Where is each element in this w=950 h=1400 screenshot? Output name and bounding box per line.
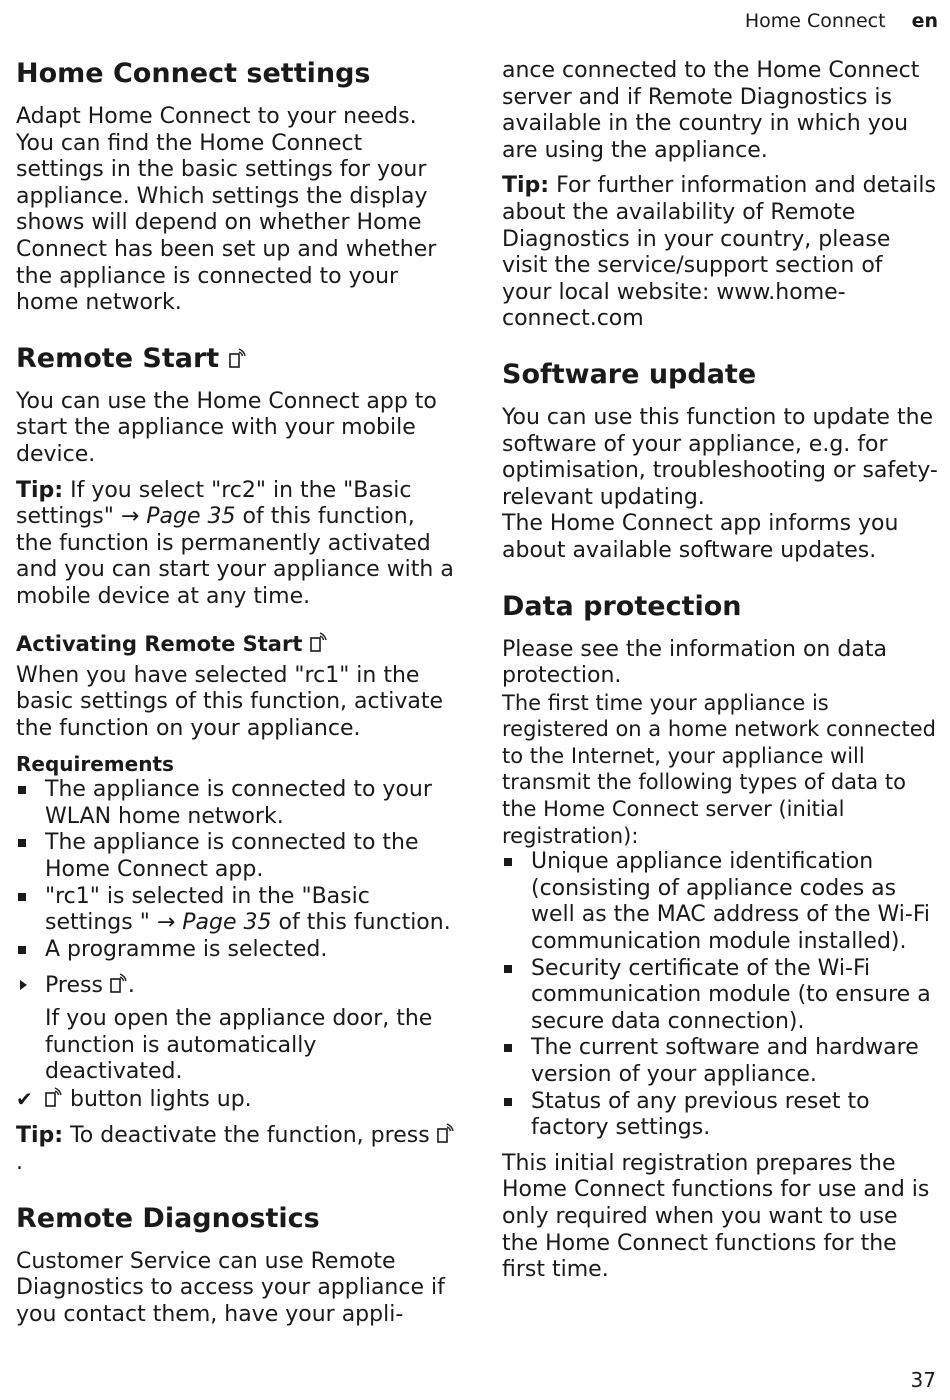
list-item-text: The current software and hardware version of your appliance. [531,1035,919,1087]
remote-start-heading [16,343,456,375]
activating-heading-text: Activating Remote Start [16,631,303,656]
list-item [16,777,456,830]
data-types-list [502,849,938,1142]
step-result [16,1086,456,1114]
page-reference-link[interactable]: Page 35 [175,910,272,936]
bullet-icon [18,946,26,954]
list-item-text: Unique appliance identification (consisting of appliance codes as well as the MAC address of the Wi-Fi communication module installed). [531,849,930,955]
tip-label: Tip: [16,1123,64,1149]
instruction-step [16,972,456,1000]
bullet-icon [18,839,26,847]
tip-text-b: of this function, the function is permanently activated and you can start your appliance with a mobile device at any time. [16,504,454,609]
settings-heading: Home Connect settings [16,58,371,89]
arrow-icon: → [120,504,140,530]
remote-start-icon [229,345,247,367]
requirements-heading: Requirements [16,752,174,777]
tip-text-a: If you select "rc2" in the "Basic settings" [16,477,412,530]
tip-label: Tip: [16,477,64,503]
step-text: Press [45,973,110,999]
list-item [16,830,456,883]
list-item [16,937,456,964]
data-protection-body: Please see the information on data protection. [502,636,887,689]
activating-body: When you have selected "rc1" in the basic settings of this function, activate the function on your appliance. [16,662,444,741]
bullet-icon [504,1044,512,1052]
list-item-text: Security certificate of the Wi-Fi communication module (to ensure a secure data connection). [531,955,931,1034]
data-protection-closing: This initial registration prepares the Home Connect functions for use and is only required when you want to use the Home Connect functions for the first time. [502,1150,930,1283]
activating-heading [16,631,456,657]
settings-body: Adapt Home Connect to your needs. You can find the Home Connect settings in the basic settings for your appliance. Which settings the display shows will depend on whether Home Connect has been set up and whether the appliance is connected to your home network. [16,104,437,316]
list-item-text: A programme is selected. [45,936,328,962]
remote-diagnostics-heading: Remote Diagnostics [16,1202,320,1234]
list-item-text: The appliance is connected to the Home Connect app. [45,830,419,883]
right-column [502,58,938,1284]
result-text: button lights up. [63,1086,252,1112]
remote-start-body: You can use the Home Connect app to start the appliance with your mobile device. [16,388,437,467]
tip-text: For further information and details about the availability of Remote Diagnostics in your country, please visit the service/support section of your local website: www.home-connect.com [502,173,936,332]
list-item [502,956,938,1036]
left-column [16,58,456,1328]
list-item [502,849,938,955]
requirements-list [16,777,456,963]
page-reference-link[interactable]: Page 35 [139,504,236,530]
bullet-icon [18,786,26,794]
remote-start-heading-text: Remote Start [16,342,220,374]
step-note: If you open the appliance door, the function is automatically deactivated. [45,1006,433,1085]
list-item-text: "rc1" is selected in the "Basic settings " [45,883,370,936]
tip-text: To deactivate the function, press [63,1123,437,1149]
arrow-icon: → [156,910,176,936]
page-number: 37 [910,1368,936,1392]
bullet-icon [504,1098,512,1106]
software-update-heading: Software update [502,358,757,390]
deactivate-tip [16,1122,456,1176]
header-language: en [911,10,938,32]
remote-start-icon [45,1086,63,1108]
remote-start-icon [110,972,128,994]
remote-start-tip [16,478,456,611]
list-item [502,1035,938,1088]
remote-start-icon [310,631,328,653]
page-header [745,10,938,32]
list-item [16,884,456,937]
remote-diagnostics-continued: ance connected to the Home Connect server and if Remote Diagnostics is available in the country in which you are using the appliance. [502,58,920,163]
check-icon: ✔ [16,1086,33,1111]
tip-label: Tip: [502,173,550,199]
software-update-body-2: The Home Connect app informs you about available software updates. [502,511,899,563]
step-text-end: . [127,973,135,999]
list-item-text: of this function. [271,910,451,936]
remote-diagnostics-body: Customer Service can use Remote Diagnostics to access your appliance if you contact them, have your appli- [16,1248,445,1327]
step-triangle-icon [20,980,27,990]
header-section: Home Connect [744,10,886,32]
data-protection-heading: Data protection [502,590,742,622]
list-item [502,1089,938,1142]
data-protection-registration: The first time your appliance is registered on a home network connected to the Internet, your appliance will transmit the following types of data to the Home Connect server (initial registration): [502,690,936,848]
list-item-text: The appliance is connected to your WLAN home network. [45,777,432,829]
bullet-icon [504,965,512,973]
remote-start-icon [437,1122,455,1144]
list-item-text: Status of any previous reset to factory settings. [531,1088,870,1141]
diagnostics-tip [502,173,938,333]
bullet-icon [504,858,512,866]
software-update-body: You can use this function to update the software of your appliance, e.g. for optimisation, troubleshooting or safety-relevant updating. [502,404,938,510]
bullet-icon [18,893,26,901]
tip-text-end: . [16,1150,23,1175]
